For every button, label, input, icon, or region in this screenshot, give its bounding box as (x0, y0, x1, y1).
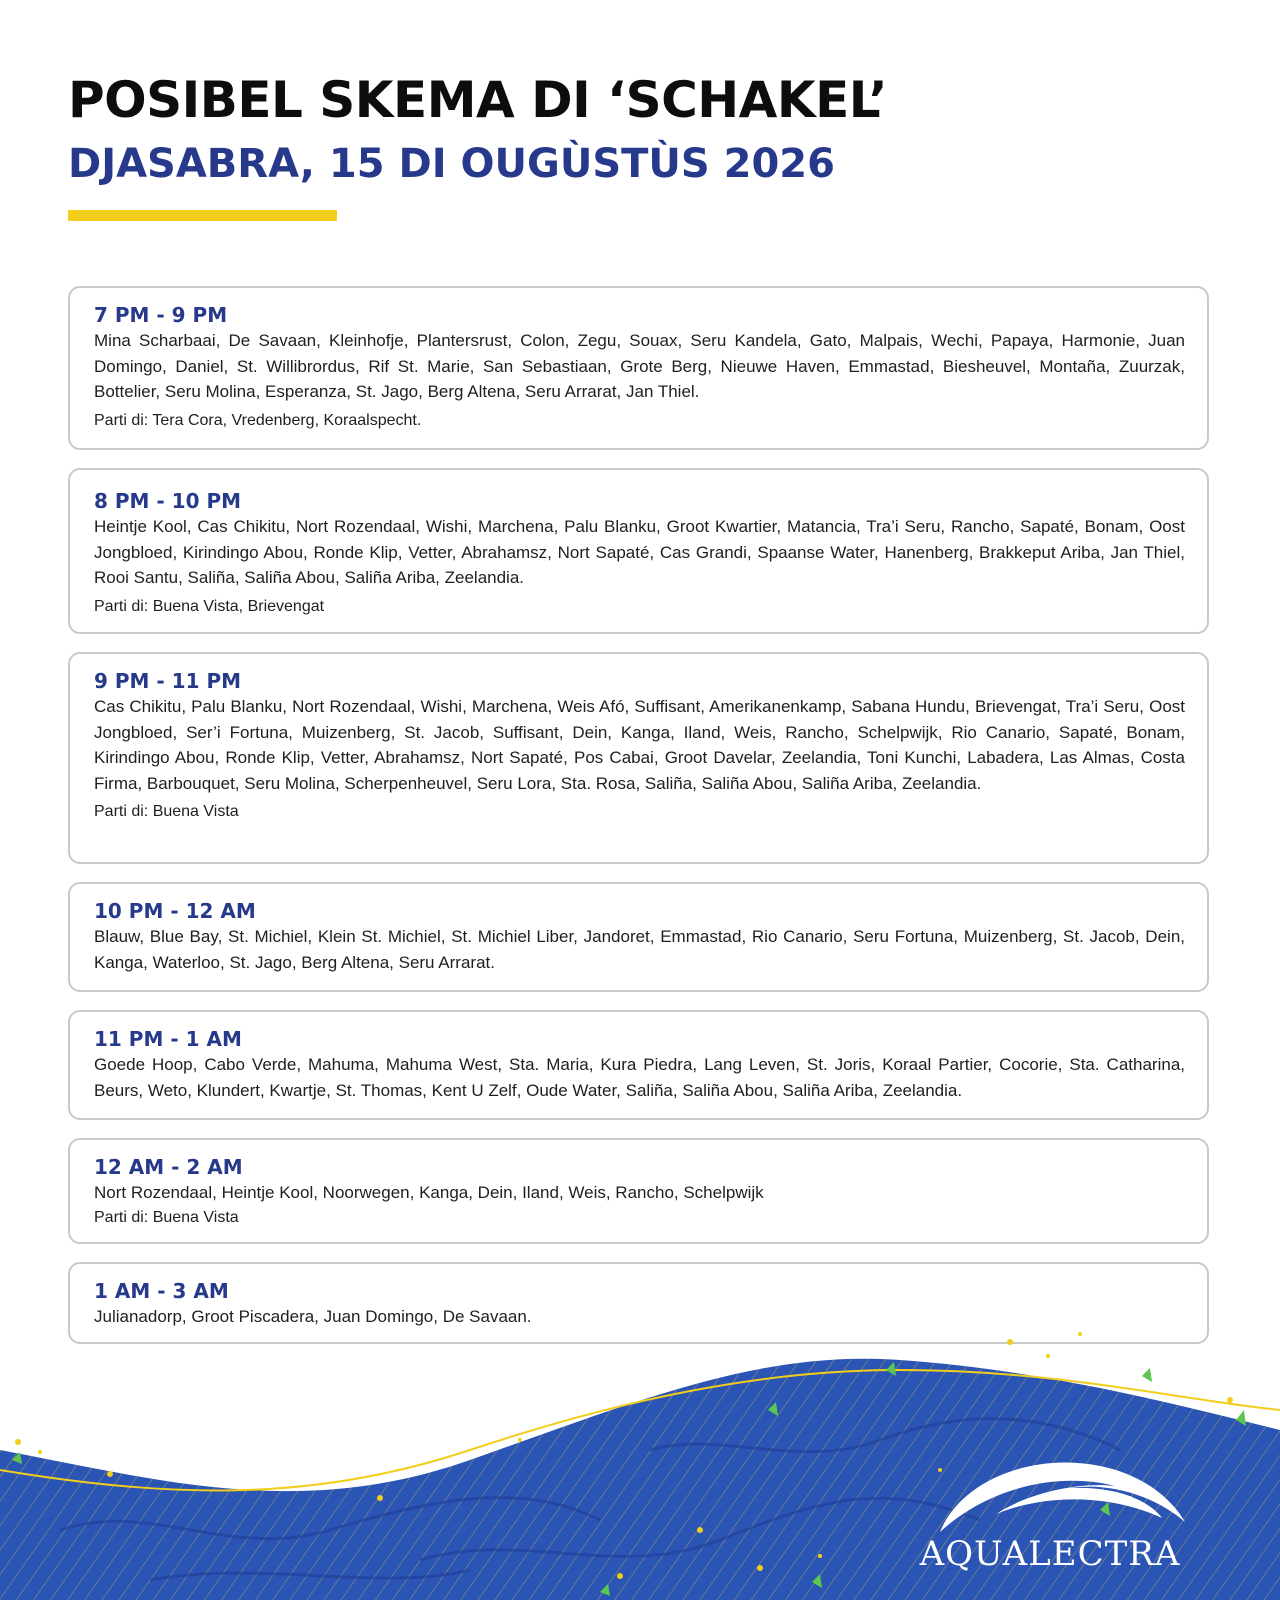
slot-partial-areas: Parti di: Buena Vista (94, 803, 239, 820)
slot-time: 11 PM - 1 AM (94, 1027, 242, 1051)
schedule-list (68, 286, 1209, 1362)
slot-areas: Mina Scharbaai, De Savaan, Kleinhofje, Plantersrust, Colon, Zegu, Souax, Seru Kandela, Gato, Malpais, Wechi, Papaya, Harmonie, Juan Domingo, Daniel, St. Willibrordus, Rif St. Marie, San Sebastiaan, Grote Berg, Nieuwe Haven, Emmastad, Biesheuvel, Montaña, Zuurzak, Bottelier, Seru Molina, Esperanza, St. Jago, Berg Altena, Seru Arrarat, Jan Thiel. (94, 331, 1185, 401)
slot-partial-areas: Parti di: Buena Vista, Brievengat (94, 597, 325, 615)
schedule-date: DJASABRA, 15 DI OUGÙSTÙS 2026 (68, 141, 835, 187)
slot-areas: Heintje Kool, Cas Chikitu, Nort Rozendaal, Wishi, Marchena, Palu Blanku, Groot Kwartier, Matancia, Tra’i Seru, Rancho, Sapaté, Bonam, Oost Jongbloed, Kirindingo Abou, Ronde Klip, Vetter, Abrahamsz, Nort Sapaté, Cas Grandi, Spaanse Water, Hanenberg, Brakkeput Ariba, Jan Thiel, Rooi Santu, Saliña, Saliña Abou, Saliña Ariba, Zeelandia. (94, 517, 1185, 587)
logo-swoosh-icon (900, 1452, 1200, 1534)
slot-areas: Blauw, Blue Bay, St. Michiel, Klein St. Michiel, St. Michiel Liber, Jandoret, Emmastad, Rio Canario, Seru Fortuna, Muizenberg, St. Jacob, Dein, Kanga, Waterloo, St. Jago, Berg Altena, Seru Arrarat. (94, 927, 1185, 972)
accent-bar (68, 210, 337, 221)
slot-areas: Cas Chikitu, Palu Blanku, Nort Rozendaal, Wishi, Marchena, Weis Afó, Suffisant, Amerikanenkamp, Sabana Hundu, Brievengat, Tra’i Seru, Oost Jongbloed, Ser’i Fortuna, Muizenberg, St. Jacob, Suffisant, Dein, Kanga, Iland, Weis, Rancho, Schelpwijk, Rio Canario, Sapaté, Bonam, Kirindingo Abou, Ronde Klip, Vetter, Abrahamsz, Nort Sapaté, Pos Cabai, Groot Davelar, Zeelandia, Toni Kunchi, Labadera, Las Almas, Costa Firma, Barbouquet, Seru Molina, Scherpenheuvel, Seru Lora, Sta. Rosa, Saliña, Saliña Abou, Saliña Ariba, Zeelandia. (94, 697, 1185, 793)
slot-partial-areas: Parti di: Tera Cora, Vredenberg, Koraalspecht. (94, 411, 422, 429)
slot-areas: Nort Rozendaal, Heintje Kool, Noorwegen, Kanga, Dein, Iland, Weis, Rancho, Schelpwijk (94, 1183, 764, 1202)
slot-time: 9 PM - 11 PM (94, 669, 242, 693)
time-slot-card (68, 1010, 1209, 1120)
slot-time: 8 PM - 10 PM (94, 489, 242, 513)
header (68, 70, 1208, 190)
logo-wordmark: AQUALECTRA (919, 1534, 1181, 1574)
slot-time: 7 PM - 9 PM (94, 303, 228, 327)
slot-areas: Julianadorp, Groot Piscadera, Juan Domingo, De Savaan. (94, 1307, 532, 1326)
time-slot-card (68, 468, 1209, 634)
time-slot-card (68, 652, 1209, 864)
page-title: POSIBEL SKEMA DI ‘SCHAKEL’ (68, 71, 888, 129)
time-slot-card (68, 882, 1209, 992)
slot-areas: Goede Hoop, Cabo Verde, Mahuma, Mahuma West, Sta. Maria, Kura Piedra, Lang Leven, St. Joris, Koraal Partier, Cocorie, Sta. Catharina, Beurs, Weto, Klundert, Kwartje, St. Thomas, Kent U Zelf, Oude Water, Saliña, Saliña Abou, Saliña Ariba, Zeelandia. (94, 1055, 1185, 1100)
time-slot-card (68, 1138, 1209, 1244)
time-slot-card (68, 286, 1209, 450)
company-logo (900, 1452, 1200, 1578)
slot-time: 12 AM - 2 AM (94, 1155, 243, 1179)
slot-time: 10 PM - 12 AM (94, 899, 256, 923)
slot-partial-areas: Parti di: Buena Vista (94, 1208, 239, 1226)
slot-time: 1 AM - 3 AM (94, 1279, 229, 1303)
